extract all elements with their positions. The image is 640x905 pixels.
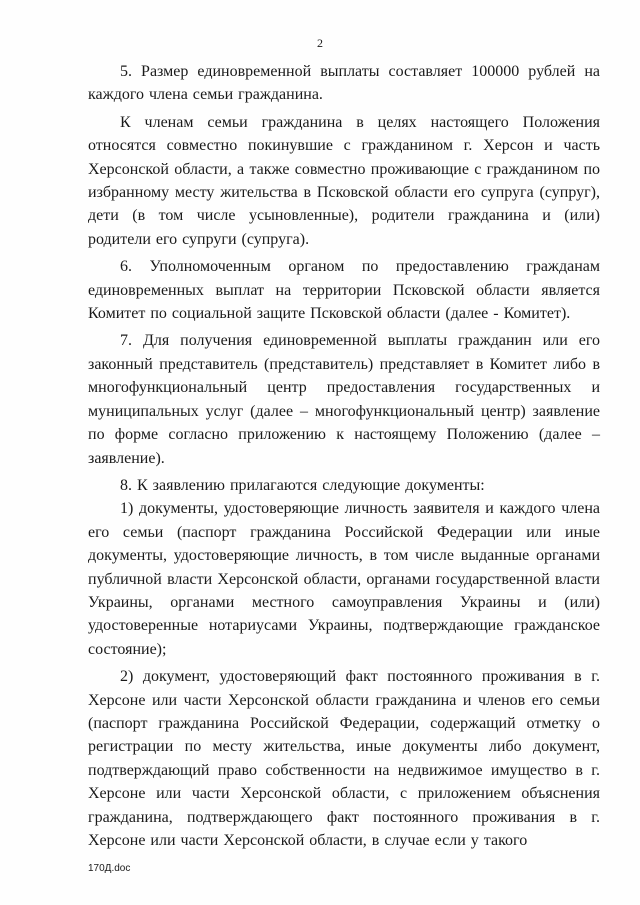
- paragraph-residence-document: 2) документ, удостоверяющий факт постоянного проживания в г. Херсоне или части Херсонской области гражданина и членов его семьи (паспорт гражданина Российской Федерации, содержащий отметку о регистрации по месту жительства, иные документы либо документ, подтверждающий право собственности на недвижимое имущество в г. Херсоне или части Херсонской области, с приложением объяснения гражданина, подтверждающего факт постоянного проживания в г. Херсоне или части Херсонской области, в случае если у такого: [88, 668, 600, 849]
- footer-filename: 170Д.doc: [88, 863, 131, 874]
- paragraph-documents-intro: 8. К заявлению прилагаются следующие документы:: [120, 476, 485, 494]
- paragraph-identity-documents: 1) документы, удостоверяющие личность заявителя и каждого члена его семьи (паспорт гражданина Российской Федерации или иные документы, удостоверяющие личность, в том числе выданные органами публичной власти Херсонской области, органами государственной власти Украины, органами местного самоуправления Украины и (или) удостоверенные нотариусами Украины, подтверждающие гражданское состояние);: [88, 500, 600, 658]
- paragraph-payment-amount: 5. Размер единовременной выплаты составляет 100000 рублей на каждого члена семьи гражданина.: [88, 63, 600, 104]
- paragraph-authorized-body: 6. Уполномоченным органом по предоставлению гражданам единовременных выплат на территории Псковской области является Комитет по социальной защите Псковской области (далее - Комитет).: [88, 258, 600, 323]
- page-number: 2: [317, 36, 323, 50]
- document-body: [88, 60, 600, 852]
- paragraph-application: 7. Для получения единовременной выплаты гражданин или его законный представитель (представитель) представляет в Комитет либо в многофункциональный центр предоставления государственных и муниципальных услуг (далее – многофункциональный центр) заявление по форме согласно приложению к настоящему Положению (далее – заявление).: [88, 332, 600, 467]
- paragraph-family-members: К членам семьи гражданина в целях настоящего Положения относятся совместно покинувшие с гражданином г. Херсон и часть Херсонской области, а также совместно проживающие с гражданином по избранному месту жительства в Псковской области его супруга (супруг), дети (в том числе усыновленные), родители гражданина и (или) родители его супруги (супруга).: [88, 113, 600, 248]
